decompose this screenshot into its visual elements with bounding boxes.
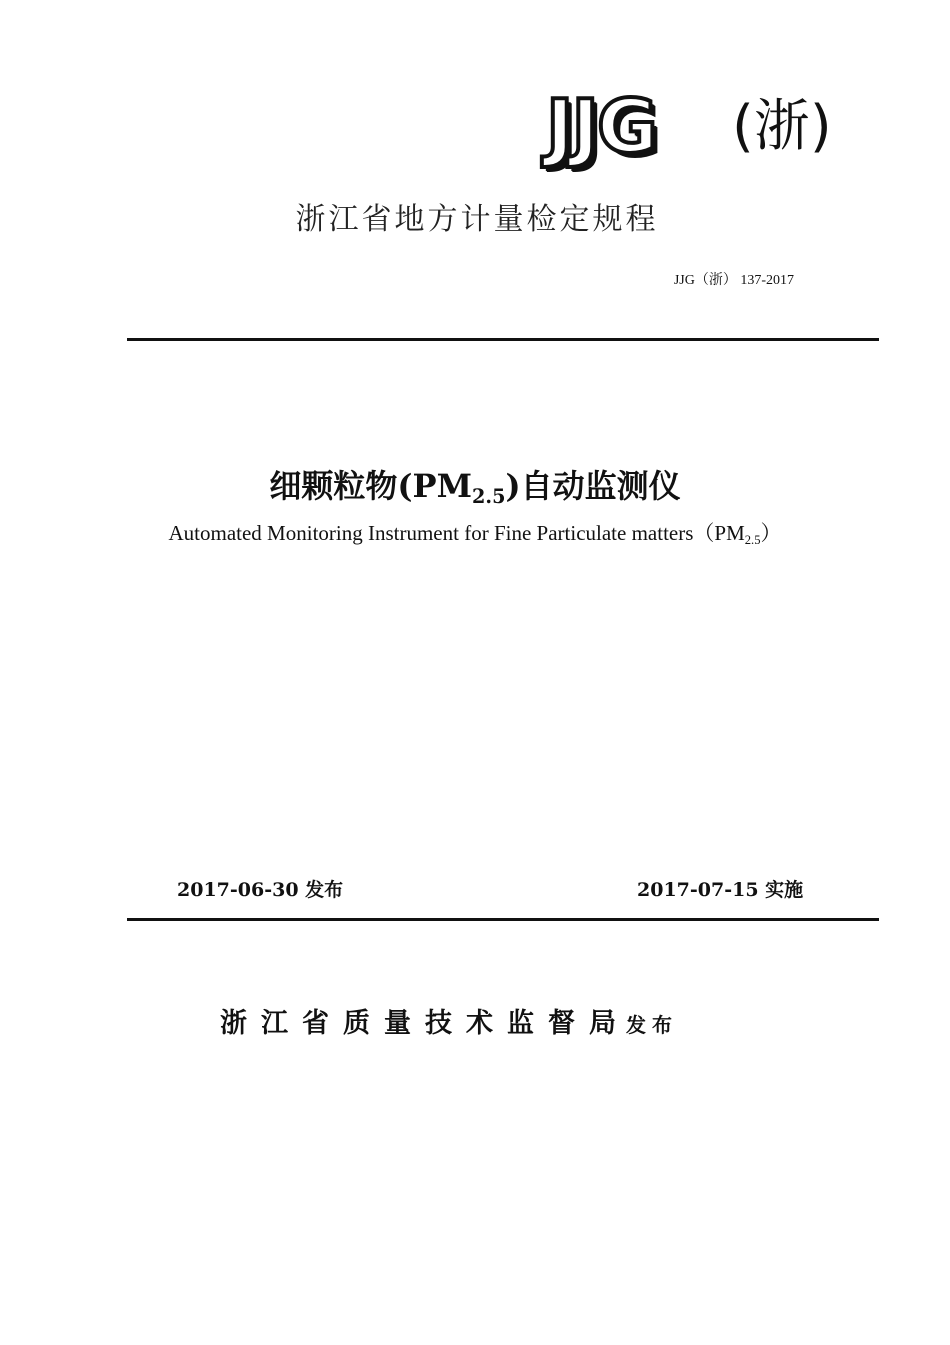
bottom-divider bbox=[127, 918, 879, 921]
english-title-main: Automated Monitoring Instrument for Fine Particulate matters（PM bbox=[168, 521, 745, 545]
english-title-subscript: 2.5 bbox=[744, 532, 761, 547]
effective-date: 2017-07-15 实施 bbox=[637, 879, 804, 901]
jjg-logo bbox=[546, 84, 832, 170]
chinese-title bbox=[0, 462, 950, 510]
chinese-title-tail: )自动监测仪 bbox=[505, 467, 681, 505]
logo-suffix: (浙) bbox=[732, 94, 832, 159]
series-title-text: 浙江省地方计量检定规程 bbox=[295, 202, 659, 237]
top-divider bbox=[127, 338, 879, 341]
publisher-line bbox=[220, 1005, 678, 1044]
english-title bbox=[0, 518, 950, 548]
publisher-name: 浙江省质量技术监督局 bbox=[220, 1008, 630, 1039]
document-number: JJG（浙） 137-2017 bbox=[673, 273, 794, 288]
publisher-suffix: 发布 bbox=[626, 1013, 678, 1037]
chinese-title-main: 细颗粒物(PM bbox=[269, 467, 473, 505]
chinese-title-subscript: 2.5 bbox=[472, 484, 506, 508]
english-title-tail: ） bbox=[760, 521, 782, 545]
issue-date: 2017-06-30 发布 bbox=[177, 879, 344, 901]
series-title bbox=[0, 200, 950, 240]
logo-mark: JJG bbox=[546, 84, 656, 170]
